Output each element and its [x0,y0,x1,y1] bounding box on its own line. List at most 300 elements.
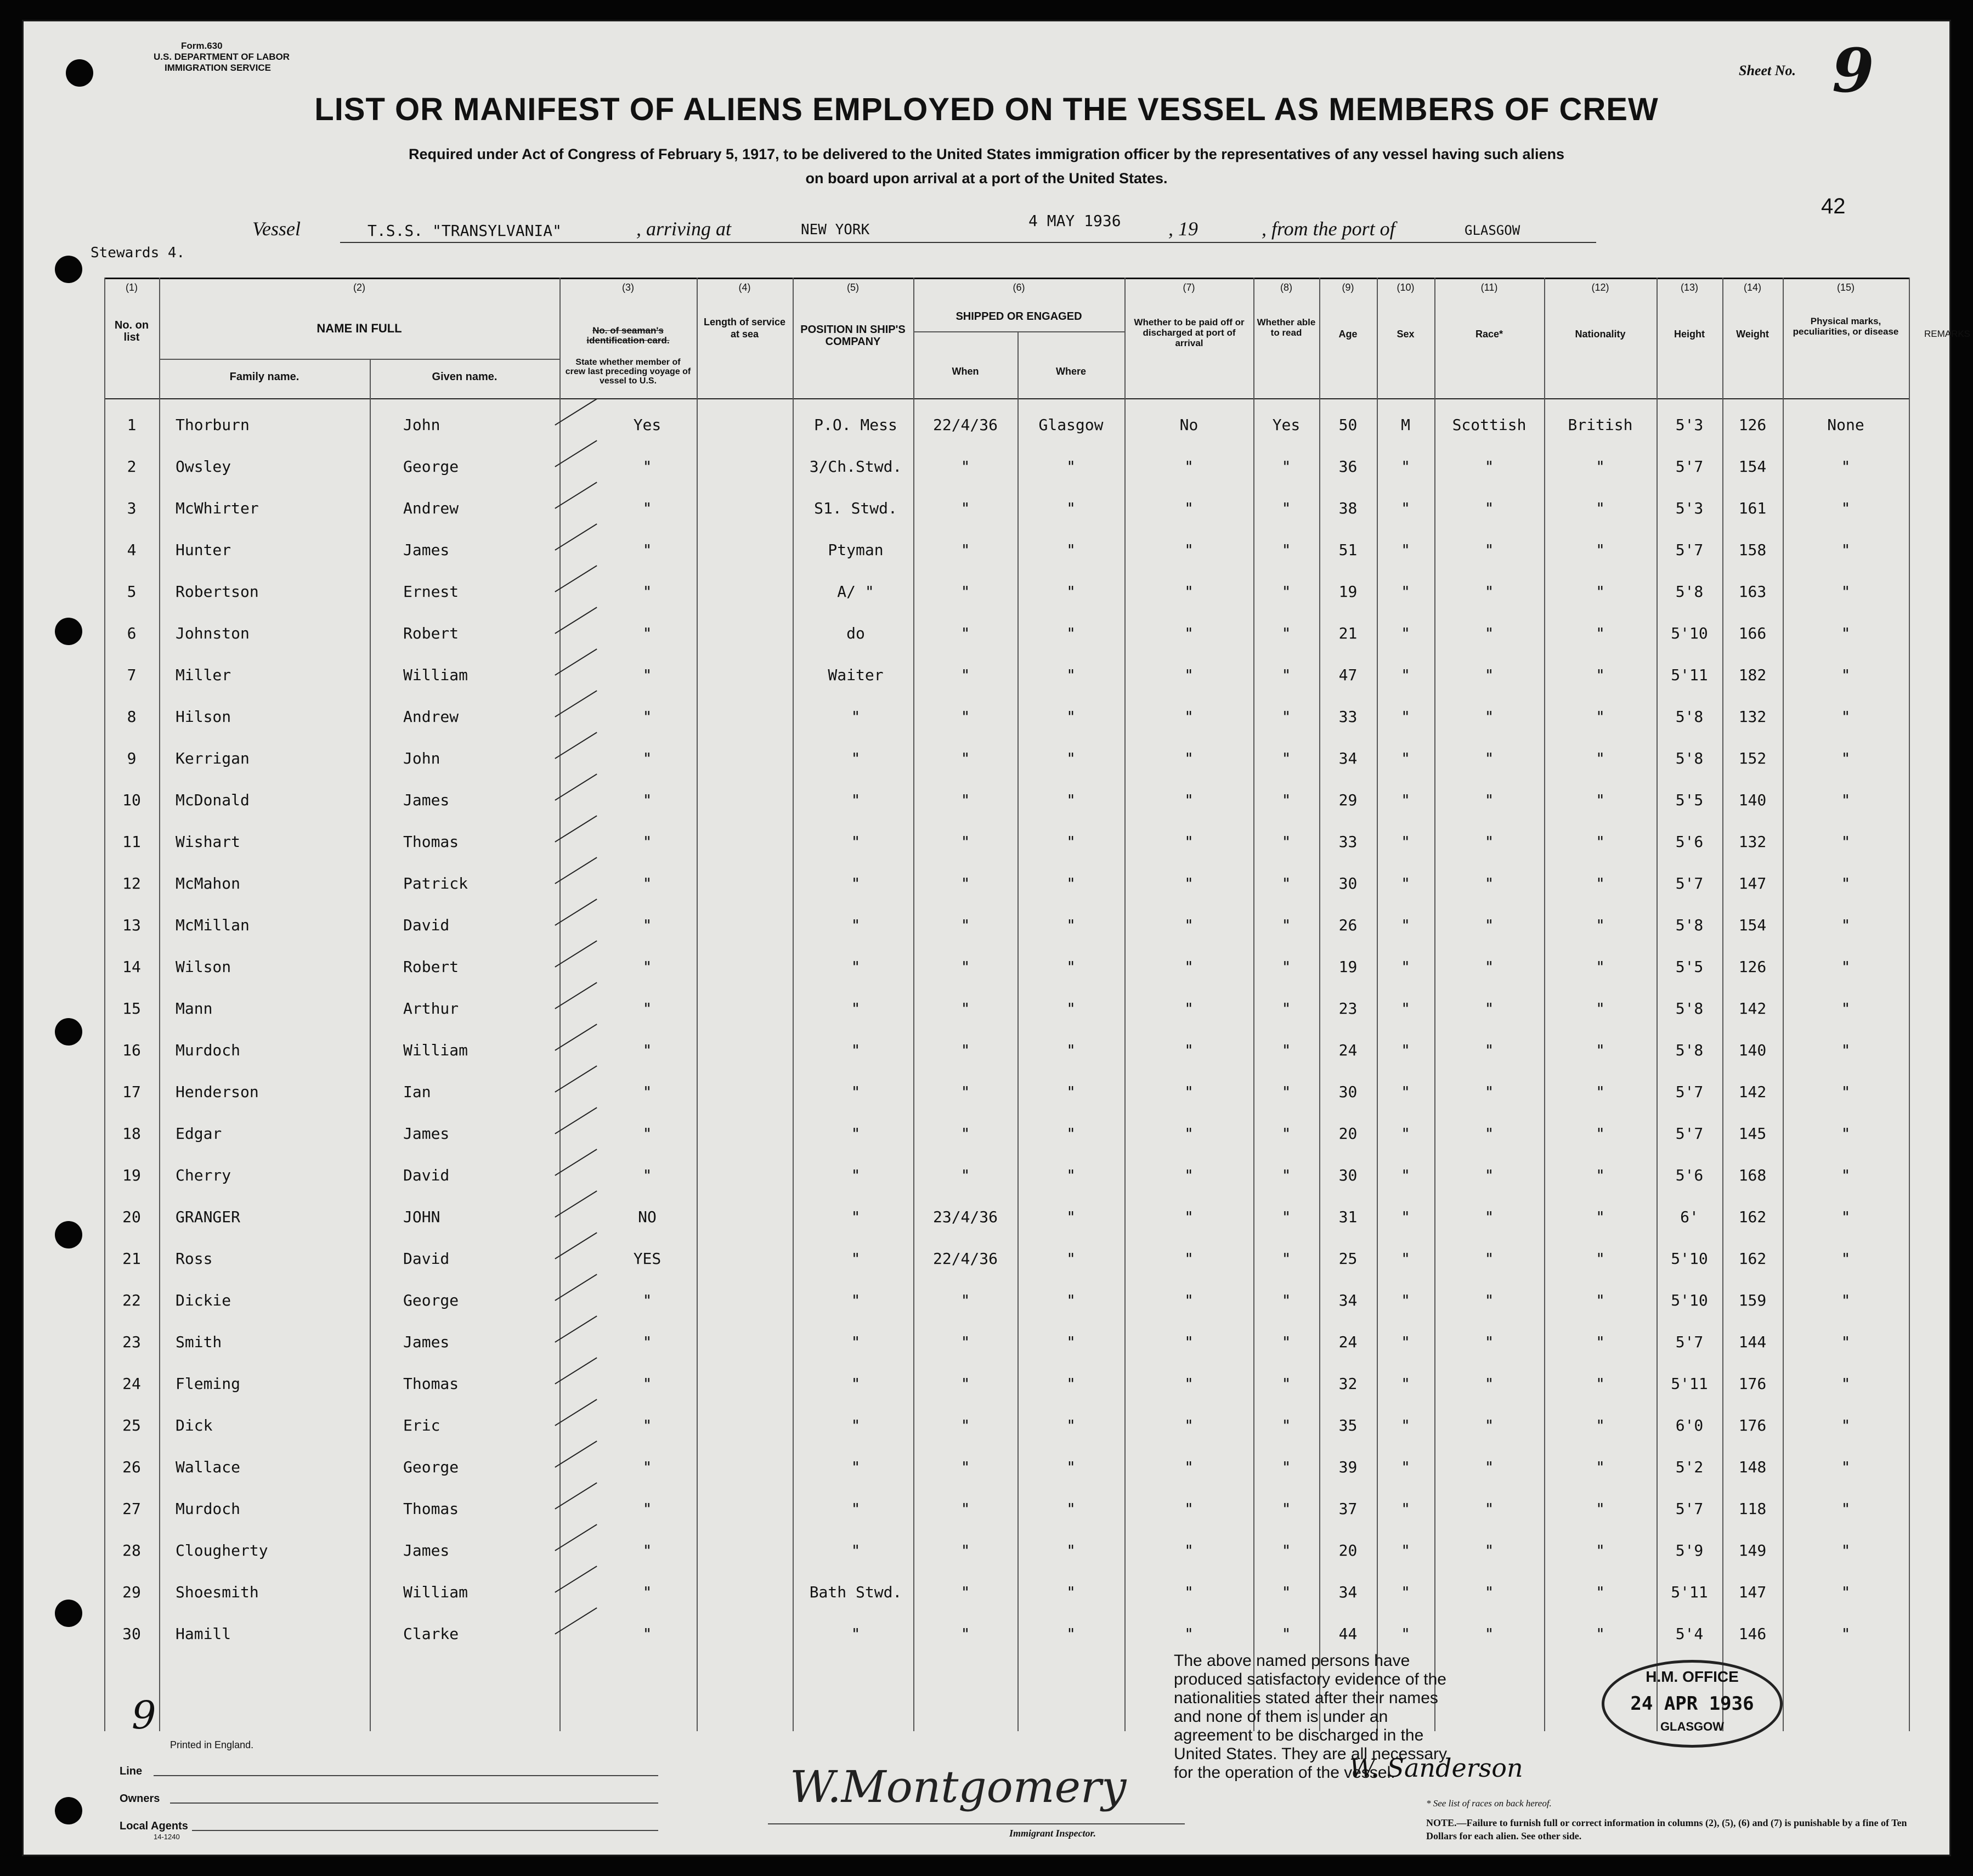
table-row [104,1279,1909,1321]
paid-off: " [1184,583,1194,601]
physical-marks: " [1841,624,1851,642]
shipped-when: " [960,999,970,1018]
able-to-read: " [1281,1291,1291,1309]
age: 44 [1338,1625,1358,1643]
nationality: " [1596,583,1605,601]
vessel-label: Vessel [252,218,301,240]
age: 33 [1338,708,1358,726]
paid-off: " [1184,749,1194,767]
shipped-where: " [1066,1500,1076,1518]
inspector-label: Immigrant Inspector. [1009,1828,1096,1839]
row-number: 5 [127,583,137,601]
height: 5'2 [1675,1458,1704,1476]
nationality: " [1596,1583,1605,1601]
weight: 142 [1738,999,1767,1018]
race: " [1484,916,1494,934]
family-name: GRANGER [176,1208,241,1226]
sex: " [1401,1166,1410,1184]
weight: 144 [1738,1333,1767,1351]
previous-voyage: " [642,1458,652,1476]
service: IMMIGRATION SERVICE [165,63,271,73]
paid-off: " [1184,916,1194,934]
able-to-read: " [1281,499,1291,517]
race: " [1484,1416,1494,1434]
sex: " [1401,583,1410,601]
shipped-when: " [960,1166,970,1184]
nationality: " [1596,791,1605,809]
shipped-when: " [960,833,970,851]
previous-voyage: NO [638,1208,657,1226]
position: " [851,1416,861,1434]
paid-off: " [1184,624,1194,642]
header-family-name: Family name. [229,371,299,383]
age: 20 [1338,1125,1358,1143]
given-name: Patrick [403,874,468,892]
shipped-where: " [1066,1625,1076,1643]
given-name: Andrew [403,708,459,726]
given-name: James [403,791,450,809]
shipped-when: " [960,749,970,767]
shipped-when: " [960,1625,970,1643]
previous-voyage: " [642,958,652,976]
paid-off: " [1184,1291,1194,1309]
position: " [851,1458,861,1476]
declaration: The above named persons have produced satisfactory evidence of the nationalities stated after their names and none of them is under an agreement to be discharged in the United States. They are all necessary for the operation of the vessel. [1174,1652,1448,1782]
age: 38 [1338,499,1358,517]
able-to-read: " [1281,1458,1291,1476]
given-name: James [403,1333,450,1351]
row-number: 28 [122,1541,141,1559]
previous-voyage: " [642,1083,652,1101]
race: " [1484,1291,1494,1309]
height: 5'5 [1675,958,1704,976]
weight: 149 [1738,1541,1767,1559]
given-name: Ian [403,1083,431,1101]
table-row [104,1196,1909,1238]
position: 3/Ch.Stwd. [809,457,902,476]
arrival-port: NEW YORK [801,222,870,238]
age: 33 [1338,833,1358,851]
paid-off: " [1184,666,1194,684]
header-shipped-engaged: SHIPPED OR ENGAGED [956,310,1082,323]
paid-off: " [1184,1458,1194,1476]
page-title: LIST OR MANIFEST OF ALIENS EMPLOYED ON THE VESSEL AS MEMBERS OF CREW [314,92,1659,127]
physical-marks: None [1827,416,1864,434]
nationality: " [1596,1458,1605,1476]
able-to-read: " [1281,958,1291,976]
year-label: , 19 [1168,218,1198,240]
family-name: Dick [176,1416,213,1434]
sex: " [1401,791,1410,809]
nationality: " [1596,499,1605,517]
arriving-label: , arriving at [636,218,732,240]
weight: 161 [1738,499,1767,517]
sex: " [1401,874,1410,892]
paid-off: " [1184,1541,1194,1559]
weight: 126 [1738,958,1767,976]
race: " [1484,457,1494,476]
weight: 118 [1738,1500,1767,1518]
shipped-where: " [1066,958,1076,976]
row-number: 15 [122,999,141,1018]
given-name: Thomas [403,1500,459,1518]
family-name: Murdoch [176,1500,241,1518]
nationality: " [1596,666,1605,684]
height: 5'7 [1675,874,1704,892]
header-physical-marks: Physical marks, peculiarities, or disease [1793,316,1899,337]
physical-marks: " [1841,666,1851,684]
nationality: " [1596,1416,1605,1434]
shipped-where: " [1066,708,1076,726]
age: 51 [1338,541,1358,559]
col-num: (4) [738,282,751,293]
given-name: David [403,1250,450,1268]
sex: " [1401,541,1410,559]
header-nationality: Nationality [1575,329,1626,340]
paid-off: " [1184,833,1194,851]
able-to-read: Yes [1272,416,1301,434]
shipped-when: 23/4/36 [932,1208,998,1226]
height: 5'7 [1675,541,1704,559]
height: 6'0 [1675,1416,1704,1434]
age: 20 [1338,1541,1358,1559]
table-row [104,1404,1909,1446]
paid-off: No [1179,416,1199,434]
sex: " [1401,1083,1410,1101]
section-label: Stewards 4. [91,245,185,261]
table-row [104,404,1909,445]
weight: 148 [1738,1458,1767,1476]
given-name: George [403,457,459,476]
age: 30 [1338,1166,1358,1184]
shipped-where: " [1066,1083,1076,1101]
row-number: 19 [122,1166,141,1184]
row-number: 20 [122,1208,141,1226]
race: " [1484,1541,1494,1559]
position: " [851,1041,861,1059]
position: do [846,624,865,642]
position: " [851,1208,861,1226]
agents-code: 14-1240 [154,1833,180,1841]
row-number: 7 [127,666,137,684]
nationality: " [1596,1291,1605,1309]
physical-marks: " [1841,1083,1851,1101]
age: 32 [1338,1375,1358,1393]
sex: " [1401,1625,1410,1643]
previous-voyage: " [642,1416,652,1434]
weight: 159 [1738,1291,1767,1309]
able-to-read: " [1281,541,1291,559]
sex: " [1401,1375,1410,1393]
given-name: Ernest [403,583,459,601]
previous-voyage: " [642,874,652,892]
position: " [851,1083,861,1101]
shipped-where: " [1066,1416,1076,1434]
table-row [104,946,1909,987]
weight: 147 [1738,1583,1767,1601]
header-height: Height [1674,329,1705,340]
row-number: 16 [122,1041,141,1059]
shipped-when: " [960,958,970,976]
row-number: 11 [122,833,141,851]
nationality: " [1596,1500,1605,1518]
physical-marks: " [1841,1125,1851,1143]
shipped-where: " [1066,666,1076,684]
vessel-underline [340,242,1596,243]
race: " [1484,874,1494,892]
weight: 152 [1738,749,1767,767]
race: " [1484,1625,1494,1643]
nationality: " [1596,1041,1605,1059]
check-tick [555,398,597,425]
height: 5'7 [1675,1500,1704,1518]
physical-marks: " [1841,457,1851,476]
able-to-read: " [1281,874,1291,892]
able-to-read: " [1281,1416,1291,1434]
row-number: 23 [122,1333,141,1351]
given-name: JOHN [403,1208,440,1226]
stamp-bottom: GLASGOW [1660,1720,1725,1733]
height: 5'3 [1675,499,1704,517]
table-row [104,696,1909,737]
paid-off: " [1184,1041,1194,1059]
height: 5'8 [1675,999,1704,1018]
physical-marks: " [1841,1375,1851,1393]
weight: 166 [1738,624,1767,642]
age: 37 [1338,1500,1358,1518]
able-to-read: " [1281,708,1291,726]
table-row [104,1112,1909,1154]
previous-voyage: " [642,1041,652,1059]
table-row [104,487,1909,529]
family-name: Owsley [176,457,231,476]
height: 5'8 [1675,583,1704,601]
physical-marks: " [1841,833,1851,851]
shipped-where: Glasgow [1038,416,1104,434]
header-weight: Weight [1736,329,1769,340]
table-row [104,987,1909,1029]
subtitle-line-1: Required under Act of Congress of February 5, 1917, to be delivered to the United States immigration officer by the representatives of any vessel having such aliens [408,146,1565,162]
weight: 154 [1738,916,1767,934]
table-top-rule [104,278,1909,279]
age: 36 [1338,457,1358,476]
family-name: Miller [176,666,231,684]
position: A/ " [837,583,874,601]
nationality: " [1596,1333,1605,1351]
paid-off: " [1184,708,1194,726]
sex: " [1401,1291,1410,1309]
weight: 176 [1738,1375,1767,1393]
col-num: (12) [1591,282,1609,293]
physical-marks: " [1841,999,1851,1018]
able-to-read: " [1281,1333,1291,1351]
punch-hole [66,59,93,87]
position: " [851,916,861,934]
able-to-read: " [1281,749,1291,767]
family-name: Hunter [176,541,231,559]
header-sex: Sex [1397,329,1415,340]
given-name: Eric [403,1416,440,1434]
row-number: 4 [127,541,137,559]
nationality: " [1596,833,1605,851]
shipped-when: " [960,457,970,476]
shipped-where: " [1066,791,1076,809]
weight: 162 [1738,1250,1767,1268]
previous-voyage: " [642,583,652,601]
handwritten-sheet-mark: 9 [132,1693,156,1738]
header-given-name: Given name. [432,371,498,383]
weight: 132 [1738,833,1767,851]
age: 50 [1338,416,1358,434]
row-number: 21 [122,1250,141,1268]
given-name: William [403,1583,468,1601]
sex: " [1401,1041,1410,1059]
able-to-read: " [1281,624,1291,642]
header-no-on-list: No. on list [114,319,149,343]
previous-voyage: " [642,624,652,642]
paid-off: " [1184,1583,1194,1601]
able-to-read: " [1281,999,1291,1018]
shipped-when: " [960,916,970,934]
able-to-read: " [1281,666,1291,684]
given-name: Robert [403,958,459,976]
age: 24 [1338,1041,1358,1059]
able-to-read: " [1281,1583,1291,1601]
page-number: 42 [1821,194,1846,218]
age: 23 [1338,999,1358,1018]
previous-voyage: " [642,666,652,684]
previous-voyage: " [642,499,652,517]
height: 5'11 [1671,666,1708,684]
table-row [104,1529,1909,1571]
age: 21 [1338,624,1358,642]
previous-voyage: " [642,457,652,476]
table-row [104,821,1909,862]
weight: 154 [1738,457,1767,476]
height: 5'8 [1675,1041,1704,1059]
sex: " [1401,1208,1410,1226]
sex: " [1401,624,1410,642]
punch-hole [55,1600,82,1627]
race: " [1484,1583,1494,1601]
row-number: 13 [122,916,141,934]
previous-voyage: " [642,1333,652,1351]
shipped-when: " [960,541,970,559]
previous-voyage: " [642,999,652,1018]
given-name: James [403,1125,450,1143]
shipped-where: " [1066,916,1076,934]
row-number: 18 [122,1125,141,1143]
physical-marks: " [1841,791,1851,809]
able-to-read: " [1281,1375,1291,1393]
col-num: (14) [1743,282,1761,293]
family-name: McMahon [176,874,241,892]
weight: 162 [1738,1208,1767,1226]
physical-marks: " [1841,1208,1851,1226]
col-num: (8) [1280,282,1292,293]
family-name: Henderson [176,1083,259,1101]
able-to-read: " [1281,1541,1291,1559]
line-label: Line [120,1765,143,1777]
able-to-read: " [1281,1083,1291,1101]
height: 5'5 [1675,791,1704,809]
shipped-when: " [960,1333,970,1351]
previous-voyage: " [642,791,652,809]
header-identification-struck: No. of seaman's identification card. [586,325,670,346]
weight: 176 [1738,1416,1767,1434]
shipped-when: " [960,499,970,517]
stamp-date: 24 APR 1936 [1630,1693,1754,1715]
nationality: " [1596,457,1605,476]
sex: " [1401,1125,1410,1143]
family-name: Ross [176,1250,213,1268]
able-to-read: " [1281,1125,1291,1143]
subtitle-line-2: on board upon arrival at a port of the United States. [805,170,1168,187]
shipped-when: " [960,1041,970,1059]
previous-voyage: " [642,1583,652,1601]
position: " [851,1625,861,1643]
physical-marks: " [1841,708,1851,726]
row-number: 26 [122,1458,141,1476]
race: " [1484,1375,1494,1393]
row-number: 1 [127,416,137,434]
header-name-in-full: NAME IN FULL [316,321,402,335]
shipped-where: " [1066,457,1076,476]
previous-voyage: " [642,1125,652,1143]
able-to-read: " [1281,1041,1291,1059]
age: 47 [1338,666,1358,684]
position: " [851,1333,861,1351]
paid-off: " [1184,1250,1194,1268]
position: " [851,874,861,892]
weight: 158 [1738,541,1767,559]
race: " [1484,666,1494,684]
previous-voyage: Yes [633,416,662,434]
weight: 145 [1738,1125,1767,1143]
weight: 146 [1738,1625,1767,1643]
weight: 140 [1738,1041,1767,1059]
table-row [104,1363,1909,1404]
table-row [104,529,1909,570]
family-name: Fleming [176,1375,241,1393]
previous-voyage: " [642,1500,652,1518]
nationality: " [1596,1208,1605,1226]
given-name: George [403,1291,459,1309]
position: " [851,791,861,809]
sex: M [1401,416,1410,434]
family-name: Robertson [176,583,259,601]
able-to-read: " [1281,1625,1291,1643]
position: Waiter [828,666,884,684]
family-name: Hamill [176,1625,231,1643]
row-number: 27 [122,1500,141,1518]
shipped-where: " [1066,624,1076,642]
punch-hole [55,1797,82,1824]
table-row [104,1238,1909,1279]
family-name: Shoesmith [176,1583,259,1601]
given-name: Thomas [403,1375,459,1393]
stamp-top: H.M. OFFICE [1646,1668,1739,1685]
position: " [851,833,861,851]
family-name: Johnston [176,624,250,642]
sex: " [1401,499,1410,517]
paid-off: " [1184,499,1194,517]
given-name: Arthur [403,999,459,1018]
sex: " [1401,1458,1410,1476]
race: " [1484,1208,1494,1226]
from-port: GLASGOW [1465,223,1520,238]
row-number: 6 [127,624,137,642]
